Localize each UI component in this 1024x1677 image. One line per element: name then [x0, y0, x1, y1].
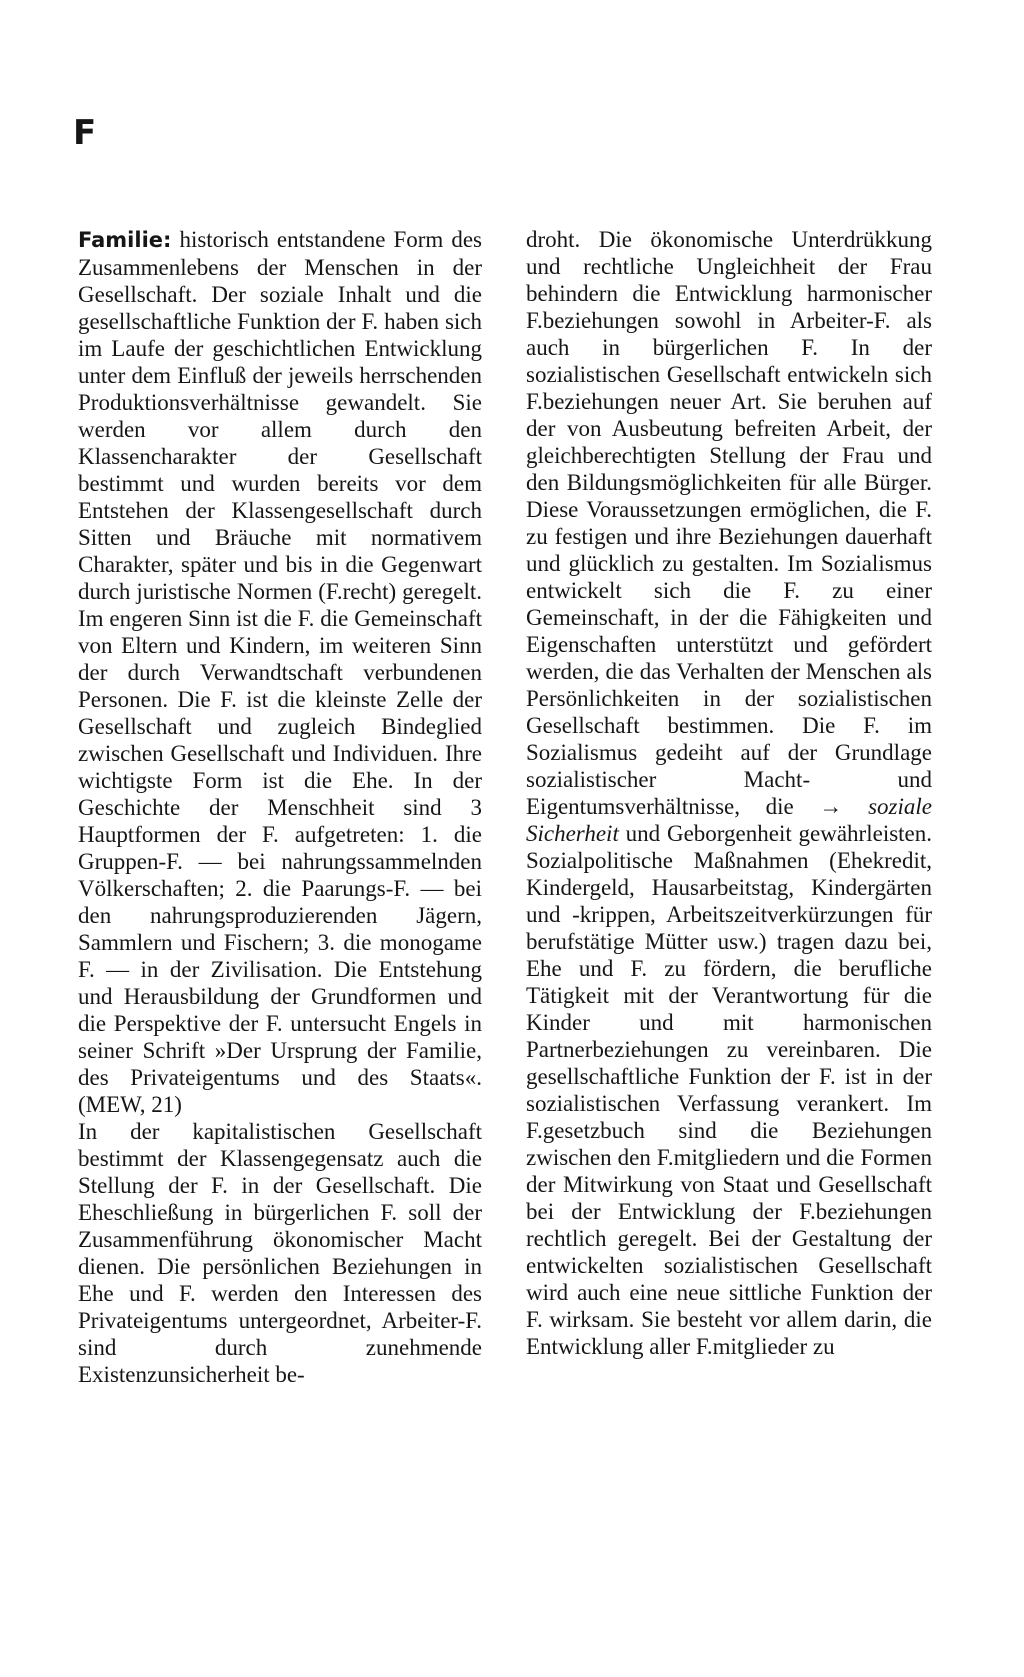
- headword: Familie:: [78, 228, 172, 252]
- entry-text-3b: und Geborgenheit gewährleisten. Sozialpolitische Maßnahmen (Ehekredit, Kindergeld, Hausarbeitstag, Kindergärten und -krippen, Arbeitszeitverkürzungen für berufstätige Mütter usw.) tragen dazu bei, Ehe und F. zu fördern, die berufliche Tätigkeit mit der Verantwortung für die Kinder und mit harmonischen Partnerbeziehungen zu vereinbaren. Die gesellschaftliche Funktion der F. ist in der sozialistischen Verfassung verankert. Im F.gesetzbuch sind die Beziehungen zwischen den F.mitgliedern und die Formen der Mitwirkung von Staat und Gesellschaft bei der Entwicklung der F.beziehungen rechtlich geregelt. Bei der Gestaltung der entwickelten sozialistischen Gesellschaft wird auch eine neue sittliche Funktion der F. wirksam. Sie besteht vor allem darin, die Entwicklung aller F.mitglieder zu: [526, 821, 933, 1359]
- entry-text-1: historisch entstandene Form des Zusammenlebens der Menschen in der Gesellschaft. Der soziale Inhalt und die gesellschaftliche Funktion der F. haben sich im Laufe der geschichtlichen Entwicklung unter dem Einfluß der jeweils herrschenden Produktionsverhältnisse gewandelt. Sie werden vor allem durch den Klassencharakter der Gesellschaft bestimmt und wurden bereits vor dem Entstehen der Klassengesellschaft durch Sitten und Bräuche mit normativem Charakter, später und bis in die Gegenwart durch juristische Normen (F.recht) geregelt. Im engeren Sinn ist die F. die Gemeinschaft von Eltern und Kindern, im weiteren Sinn der durch Verwandtschaft verbundenen Personen. Die F. ist die kleinste Zelle der Gesellschaft und zugleich Bindeglied zwischen Gesellschaft und Individuen. Ihre wichtigste Form ist die Ehe. In der Geschichte der Menschheit sind 3 Hauptformen der F. aufgetreten: 1. die Gruppen-F. — bei nahrungssammelnden Völkerschaften; 2. die Paarungs-F. — bei den nahrungsproduzierenden Jägern, Sammlern und Fischern; 3. die monogame F. — in der Zivilisation. Die Entstehung und Herausbildung der Grundformen und die Perspektive der F. untersucht Engels in seiner Schrift »Der Ursprung der Familie, des Privateigentums und des Staats«. (MEW, 21): [78, 227, 483, 1117]
- section-letter: F: [73, 113, 97, 153]
- entry-paragraph-2: In der kapitalistischen Gesellschaft bestimmt der Klassengegensatz auch die Stellung der F. in der Gesellschaft. Die Eheschließung in bürgerlichen F. soll der Zusammenführung ökonomischer Macht dienen. Die persönlichen Beziehungen in Ehe und F. werden den Interessen des Privateigentums untergeordnet, Arbeiter-F. sind durch zunehmende Existenzunsicherheit be-: [78, 1119, 482, 1387]
- entry-text-3a: droht. Die ökonomische Unterdrükkung und rechtliche Ungleichheit der Frau behindern die Entwicklung harmonischer F.beziehungen sowohl in Arbeiter-F. als auch in bürgerlichen F. In der sozialistischen Gesellschaft entwickeln sich F.beziehungen neuer Art. Sie beruhen auf der von Ausbeutung befreiten Arbeit, der gleichberechtigten Stellung der Frau und den Bildungsmöglichkeiten für alle Bürger. Diese Voraussetzungen ermöglichen, die F. zu festigen und ihre Beziehungen dauerhaft und glücklich zu gestalten. Im Sozialismus entwickelt sich die F. zu einer Gemeinschaft, in der die Fähigkeiten und Eigenschaften unterstützt und gefördert werden, die das Verhalten der Menschen als Persönlichkeiten in der sozialistischen Gesellschaft bestimmen. Die F. im Sozialismus gedeiht auf der Grundlage sozialistischer Macht- und Eigentumsverhältnisse, die →: [526, 227, 932, 819]
- left-column: [78, 226, 482, 1388]
- entry-paragraph-1: [78, 226, 482, 1118]
- cross-reference-link[interactable]: soziale Sicherheit: [526, 794, 932, 846]
- right-column: [526, 226, 932, 1360]
- entry-paragraph-3: [526, 226, 932, 1360]
